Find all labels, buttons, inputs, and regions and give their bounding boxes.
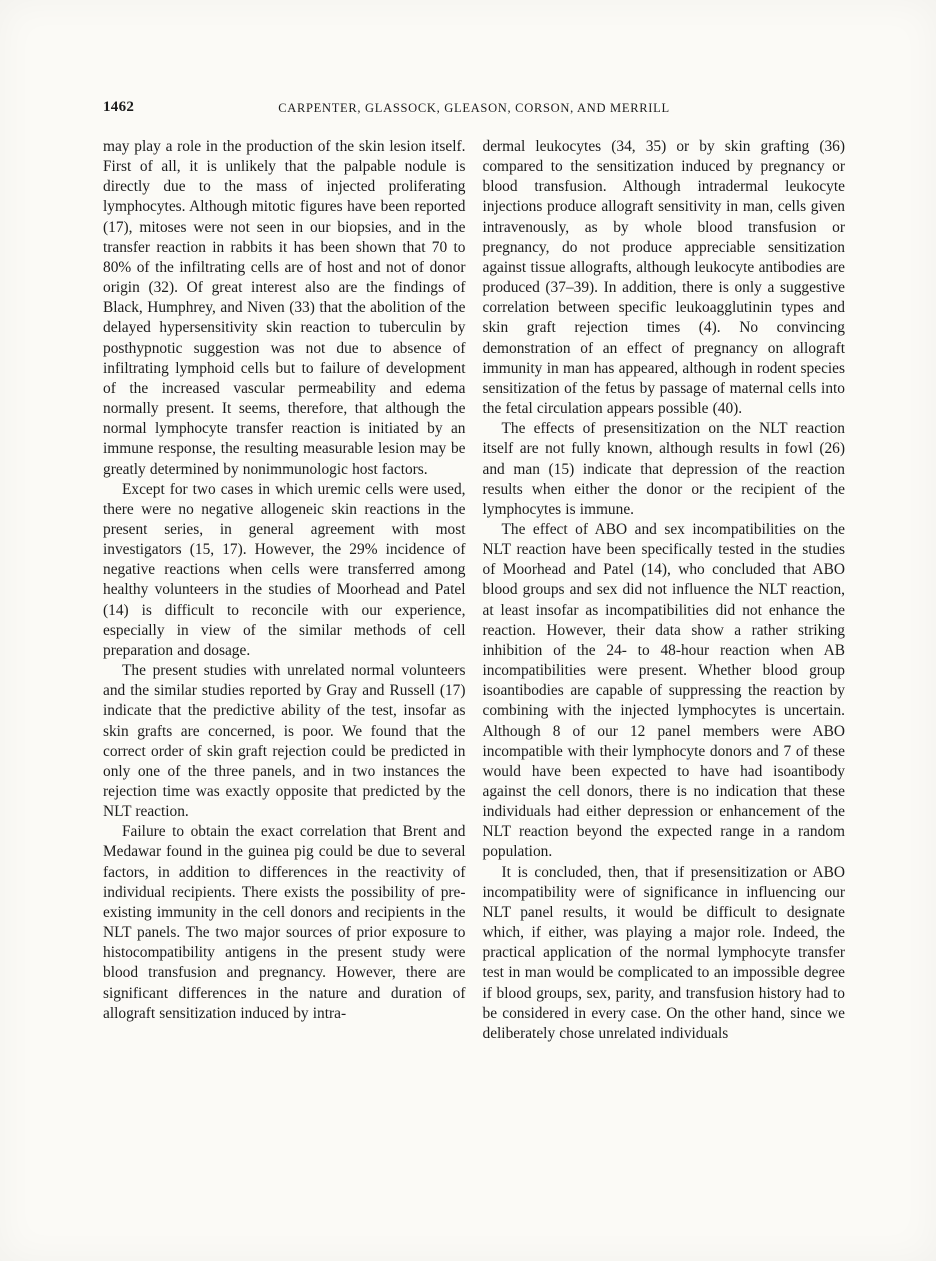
paragraph: The present studies with unrelated normal volunteers and the similar studies reported by Gray and Russell (17) indicate that the predictive ability of the test, insofar as skin grafts are concerned, is poor. We found that the correct order of skin graft rejection could be predicted in only one of the three panels, and in two instances the rejection time was exactly opposite that predicted by the NLT reaction.: [103, 662, 466, 821]
paragraph: Failure to obtain the exact correlation that Brent and Medawar found in the guinea pig could be due to several factors, in addition to differences in the reactivity of individual recipients. There exists the possibility of pre-existing immunity in the cell donors and recipients in the NLT panels. The two major sources of prior exposure to histocompatibility antigens in the present study were blood transfusion and pregnancy. However, there are significant differences in the nature and duration of allograft sensitization induced by intra-: [103, 823, 466, 1022]
paragraph: Except for two cases in which uremic cells were used, there were no negative allogeneic skin reactions in the present series, in general agreement with most investigators (15, 17). However, the 29% incidence of negative reactions when cells were transferred among healthy volunteers in the studies of Moorhead and Patel (14) is difficult to reconcile with our experience, especially in view of the similar methods of cell preparation and dosage.: [103, 480, 466, 659]
article-body: [103, 137, 845, 1044]
paragraph: The effects of presensitization on the NLT reaction itself are not fully known, although results in fowl (26) and man (15) indicate that depression of the reaction results when either the donor or the recipient of the lymphocytes is immune.: [482, 420, 845, 518]
running-title: CARPENTER, GLASSOCK, GLEASON, CORSON, AND MERRILL: [278, 101, 670, 115]
page-number: 1462: [103, 99, 135, 115]
left-column: [103, 137, 466, 1044]
right-column: [483, 137, 846, 1044]
paragraph: It is concluded, then, that if presensitization or ABO incompatibility were of significance in influencing our NLT panel results, it would be difficult to designate which, if either, was playing a major role. Indeed, the practical application of the normal lymphocyte transfer test in man would be complicated to an impossible degree if blood groups, sex, parity, and transfusion history had to be considered in every case. On the other hand, since we deliberately chose unrelated individuals: [482, 863, 845, 1042]
paragraph-continuation: dermal leukocytes (34, 35) or by skin grafting (36) compared to the sensitization induced by pregnancy or blood transfusion. Although intradermal leukocyte injections produce allograft sensitivity in man, cells given intravenously, as by whole blood transfusion or pregnancy, do not produce appreciable sensitization against tissue allografts, although leukocyte antibodies are produced (37–39). In addition, there is only a suggestive correlation between specific leukoagglutinin types and skin graft rejection times (4). No convincing demonstration of an effect of pregnancy on allograft immunity in man has appeared, although in rodent species sensitization of the fetus by passage of maternal cells into the fetal circulation appears possible (40).: [482, 138, 845, 418]
page-header: [103, 99, 845, 119]
paragraph-continuation: may play a role in the production of the skin lesion itself. First of all, it is unlikely that the palpable nodule is directly due to the mass of injected proliferating lymphocytes. Although mitotic figures have been reported (17), mitoses were not seen in our biopsies, and in the transfer reaction in rabbits it has been shown that 70 to 80% of the infiltrating cells are of host and not of donor origin (32). Of great interest also are the findings of Black, Humphrey, and Niven (33) that the abolition of the delayed hypersensitivity skin reaction to tuberculin by posthypnotic suggestion was not due to absence of infiltrating lymphoid cells but to failure of development of the increased vascular permeability and edema normally present. It seems, therefore, that although the normal lymphocyte transfer reaction is initiated by an immune response, the resulting measurable lesion may be greatly determined by nonimmunologic host factors.: [103, 138, 466, 478]
paragraph: The effect of ABO and sex incompatibilities on the NLT reaction have been specifically tested in the studies of Moorhead and Patel (14), who concluded that ABO blood groups and sex did not influence the NLT reaction, at least insofar as incompatibilities did not enhance the reaction. However, their data show a rather striking inhibition of the 24- to 48-hour reaction when AB incompatibilities were present. Whether blood group isoantibodies are capable of suppressing the reaction by combining with the injected lymphocytes is uncertain. Although 8 of our 12 panel members were ABO incompatible with their lymphocyte donors and 7 of these would have been expected to have had isoantibody against the cell donors, there is no indication that these individuals had either depression or enhancement of the NLT reaction beyond the expected range in a random population.: [482, 520, 845, 861]
